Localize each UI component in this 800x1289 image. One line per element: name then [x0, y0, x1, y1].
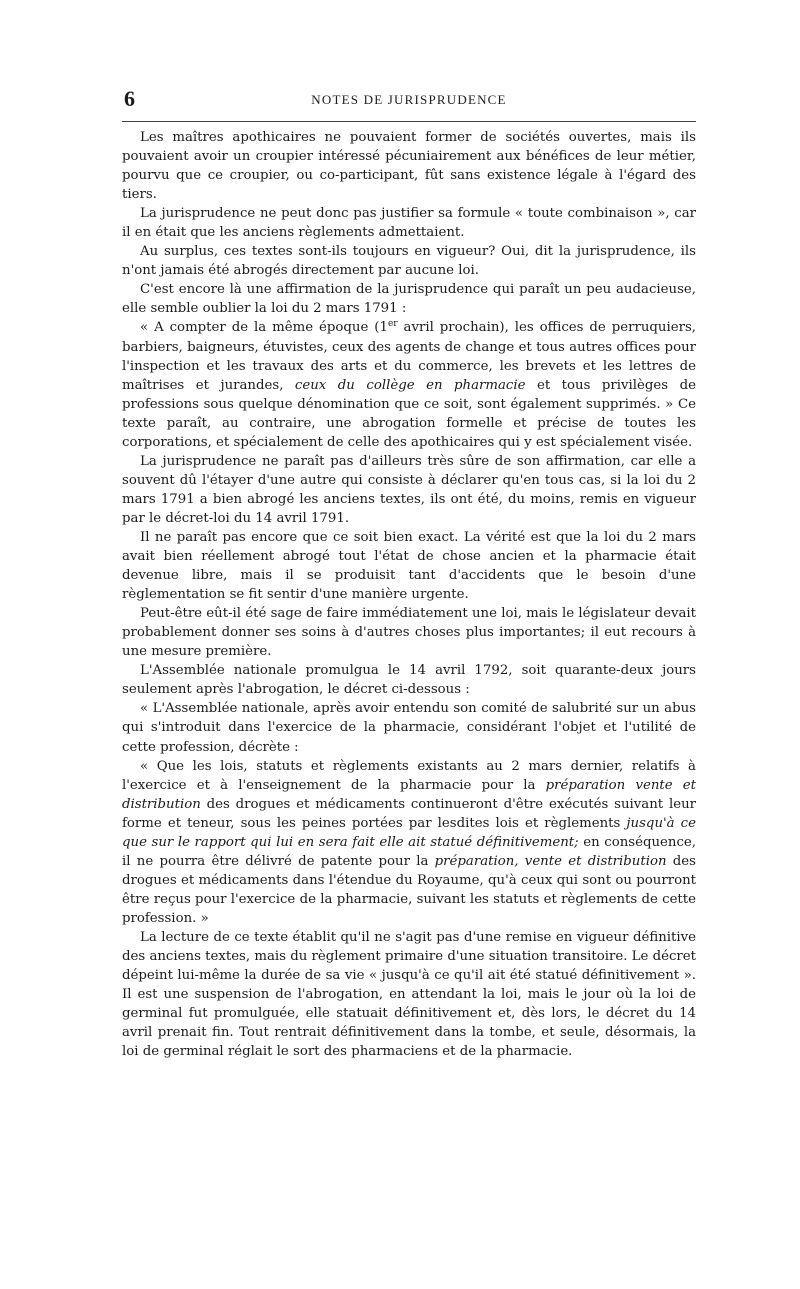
superscript-text: er: [387, 319, 398, 330]
running-title: NOTES DE JURISPRUDENCE: [311, 92, 507, 107]
text-run: en conséquence, il ne pourra être délivré de patente pour la: [122, 834, 697, 869]
text-run: Il ne paraît pas encore que ce soit bien exact. La vérité est que la loi du 2 mars avait bien réellement abrogé tout l'état de chose ancien et la pharmacie était devenue libre, mais il se produisit tant d'accidents que le besoin d'une règlementation se fit sentir d'une manière urgente.: [122, 529, 696, 603]
text-run: Les maîtres apothicaires ne pouvaient former de sociétés ouvertes, mais ils pouvaient avoir un croupier intéressé pécuniairement aux bénéfices de leur métier, pourvu que ce croupier, ou co-participant, fût sans existence légale à l'égard des tiers.: [122, 130, 696, 203]
paragraph: [122, 128, 696, 204]
paragraph: [122, 757, 696, 928]
paragraph: [122, 280, 696, 318]
page-header: [122, 86, 696, 112]
text-run: Au surplus, ces textes sont-ils toujours en vigueur? Oui, dit la jurisprudence, ils n'ont jamais été abrogés directement par aucune loi.: [122, 244, 696, 279]
text-run: « Que les lois, statuts et règlements existants au 2 mars dernier, relatifs à l'exercice et à l'enseignement de la pharmacie pour la: [122, 758, 696, 793]
paragraph: [122, 699, 696, 756]
text-run: des drogues et médicaments dans l'étendue du Royaume, qu'à ceux qui sont ou pourront être reçus pour l'exercice de la pharmacie, suivant les statuts et règlements de cette profession. »: [122, 853, 696, 926]
text-run: C'est encore là une affirmation de la jurisprudence qui paraît un peu audacieuse, elle semble oublier la loi du 2 mars 1791 :: [122, 282, 696, 317]
text-run: et tous privilèges de professions sous quelque dénomination que ce soit, sont également supprimés. » Ce texte paraît, au contraire, une abrogation formelle et précise de toutes les corporations, et spécialement de celle des apothicaires qui y est spécialement visée.: [122, 377, 696, 450]
paragraph: [122, 928, 696, 1061]
text-run: Peut-être eût-il été sage de faire immédiatement une loi, mais le législateur devait probablement donner ses soins à d'autres choses plus importantes; il eut recours à une mesure première.: [122, 606, 697, 660]
text-run: avril prochain), les offices de perruquiers, barbiers, baigneurs, étuvistes, ceux des agents de change et tous autres offices pour l'inspection et les travaux des arts et du commerce, les brevets et les lettres de maîtrises et jurandes,: [122, 320, 696, 393]
paragraph: [122, 452, 696, 528]
paragraph: [122, 318, 696, 451]
header-rule: [122, 121, 696, 122]
italic-text: jusqu'à ce que sur le rapport qui lui en sera fait elle ait statué définitivement;: [122, 815, 697, 850]
text-run: La lecture de ce texte établit qu'il ne s'agit pas d'une remise en vigueur définitive des anciens textes, mais du règlement primaire d'une situation transitoire. Le décret dépeint lui-même la durée de sa vie « jusqu'à ce qu'il ait été statué définitivement ». Il est une suspension de l'abrogation, en attendant la loi, mais le jour où la loi de germinal fut promulguée, elle statuait définitivement et, dès lors, le décret du 14 avril prenait fin. Tout rentrait définitivement dans la tombe, et seule, désormais, la loi de germinal réglait le sort des pharmaciens et de la pharmacie.: [122, 929, 696, 1060]
italic-text: ceux du collège en pharmacie: [294, 377, 526, 393]
paragraph: [122, 242, 696, 280]
paragraph: [122, 604, 696, 661]
text-run: « A compter de la même époque (1: [140, 320, 388, 336]
page-number: 6: [124, 86, 135, 111]
paragraph: [122, 661, 696, 699]
text-run: La jurisprudence ne peut donc pas justifier sa formule « toute combinaison », car il en était que les anciens règlements admettaient.: [122, 206, 696, 241]
text-run: La jurisprudence ne paraît pas d'ailleurs très sûre de son affirmation, car elle a souvent dû l'étayer d'une autre qui consiste à déclarer qu'en tous cas, si la loi du 2 mars 1791 a bien abrogé les anciens textes, ils ont été, du moins, remis en vigueur par le décret-loi du 14 avril 1791.: [122, 453, 696, 526]
text-run: des drogues et médicaments continueront d'être exécutés suivant leur forme et teneur, sous les peines portées par lesdites lois et règlements: [122, 796, 696, 831]
italic-text: préparation, vente et distribution: [434, 853, 667, 869]
paragraph: [122, 204, 696, 242]
text-run: L'Assemblée nationale promulgua le 14 avril 1792, soit quarante-deux jours seulement après l'abrogation, le décret ci-dessous :: [122, 663, 696, 698]
italic-text: préparation vente et distribution: [122, 777, 696, 812]
paragraph: [122, 528, 696, 604]
body-text: [122, 128, 696, 1061]
text-run: « L'Assemblée nationale, après avoir entendu son comité de salubrité sur un abus qui s'introduit dans l'exercice de la pharmacie, considérant l'objet et l'utilité de cette profession, décrète :: [122, 701, 696, 755]
